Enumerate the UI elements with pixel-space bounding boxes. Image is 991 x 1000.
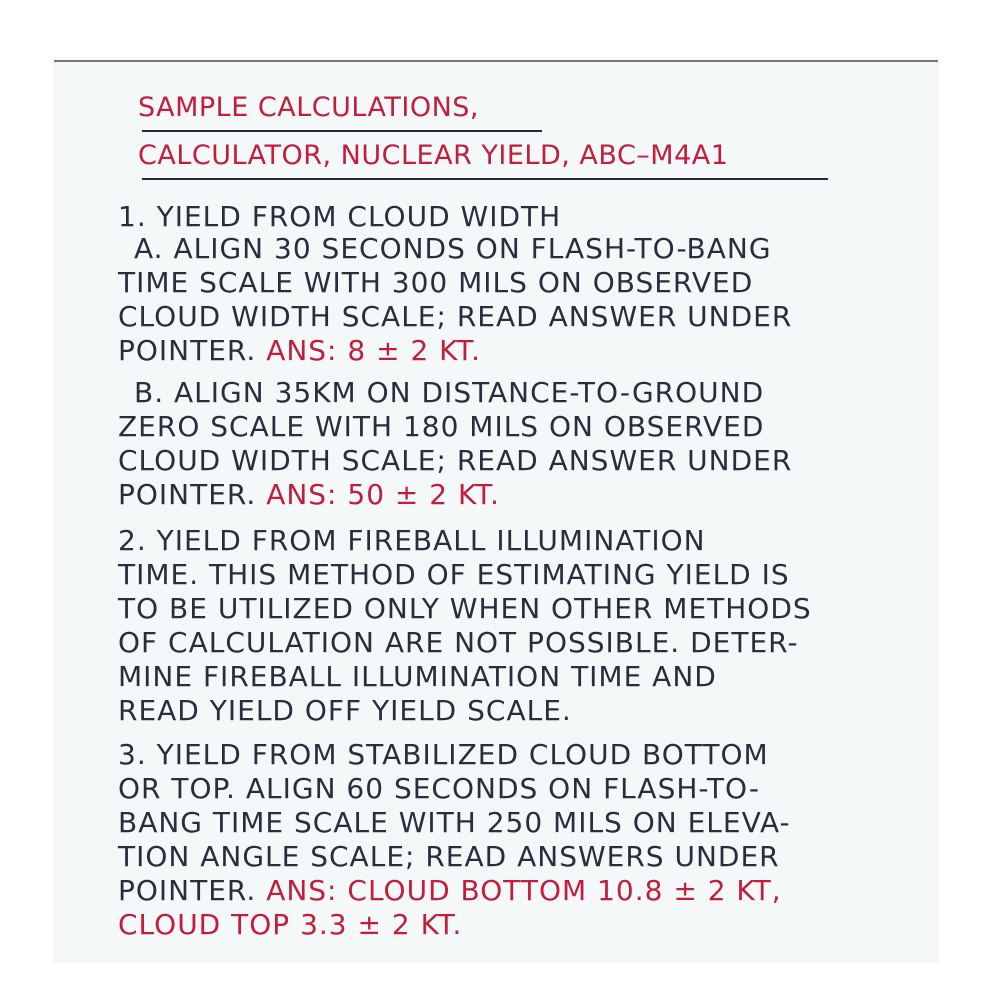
section-2-line-2: TIME. THIS METHOD OF ESTIMATING YIELD IS <box>118 558 790 591</box>
title-line-2: CALCULATOR, NUCLEAR YIELD, ABC–M4A1 <box>138 140 729 171</box>
section-2-line-5: MINE FIREBALL ILLUMINATION TIME AND <box>118 660 717 693</box>
section-2-line-3: TO BE UTILIZED ONLY WHEN OTHER METHODS <box>118 592 812 625</box>
section-2-line-4: OF CALCULATION ARE NOT POSSIBLE. DETER- <box>118 626 799 659</box>
section-3-answer-2: CLOUD TOP 3.3 ± 2 KT. <box>118 908 463 941</box>
section-1b-line-2: ZERO SCALE WITH 180 MILS ON OBSERVED <box>118 410 765 443</box>
section-3-answer-1: ANS: CLOUD BOTTOM 10.8 ± 2 KT, <box>266 874 782 907</box>
section-1a-pointer-text: POINTER. <box>118 334 267 367</box>
section-1-heading: 1. YIELD FROM CLOUD WIDTH <box>118 200 562 233</box>
section-3-pointer-text: POINTER. <box>118 874 267 907</box>
section-3-line-3: BANG TIME SCALE WITH 250 MILS ON ELEVA- <box>118 806 791 839</box>
section-1b-line-3: CLOUD WIDTH SCALE; READ ANSWER UNDER <box>118 444 793 477</box>
section-3-line-5 <box>118 874 782 907</box>
section-1b-answer: ANS: 50 ± 2 KT. <box>266 478 500 511</box>
section-1a-line-4 <box>118 334 481 367</box>
section-1b-line-1: B. ALIGN 35KM ON DISTANCE-TO-GROUND <box>134 376 765 409</box>
section-3-line-1: 3. YIELD FROM STABILIZED CLOUD BOTTOM <box>118 738 769 771</box>
title-underline-2 <box>142 178 828 180</box>
section-1a-line-2: TIME SCALE WITH 300 MILS ON OBSERVED <box>118 266 754 299</box>
section-1a-answer: ANS: 8 ± 2 KT. <box>266 334 482 367</box>
section-2-line-6: READ YIELD OFF YIELD SCALE. <box>118 694 572 727</box>
section-1b-pointer-text: POINTER. <box>118 478 267 511</box>
section-1a-line-1: A. ALIGN 30 SECONDS ON FLASH-TO-BANG <box>134 232 772 265</box>
section-1a-line-3: CLOUD WIDTH SCALE; READ ANSWER UNDER <box>118 300 793 333</box>
title-underline-1 <box>142 130 542 132</box>
instruction-card <box>54 60 938 962</box>
section-3-line-2: OR TOP. ALIGN 60 SECONDS ON FLASH-TO- <box>118 772 760 805</box>
title-line-1: SAMPLE CALCULATIONS, <box>138 92 480 123</box>
section-2-line-1: 2. YIELD FROM FIREBALL ILLUMINATION <box>118 524 706 557</box>
section-3-line-4: TION ANGLE SCALE; READ ANSWERS UNDER <box>118 840 780 873</box>
section-1b-line-4 <box>118 478 500 511</box>
